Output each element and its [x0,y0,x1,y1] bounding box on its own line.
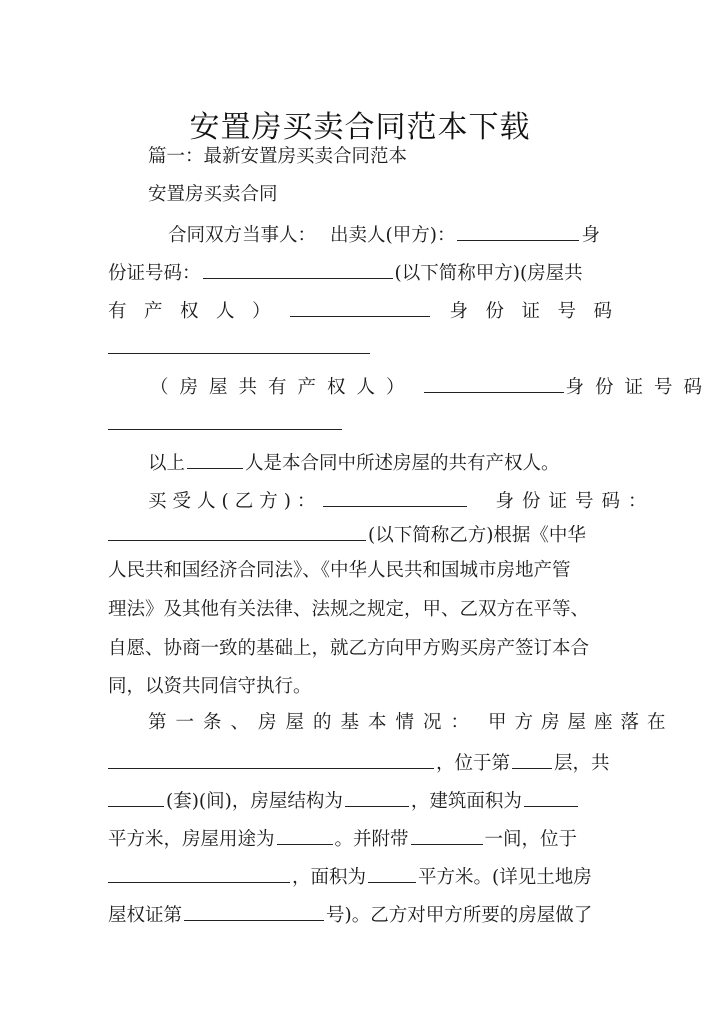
char: 码 [593,301,612,322]
text-fragment: 甲方房屋座落在 [488,712,674,733]
seller-id-blank [203,258,393,279]
buyer-line-1 [148,486,655,515]
char: 份 [485,301,504,322]
text-fragment: 屋权证第 [108,905,183,926]
id-label: 份证号码： [108,263,201,284]
attachment-area-blank [368,862,416,883]
party-line-2 [108,258,612,287]
id-label: 身份证号码 [565,377,714,398]
party-line-3 [108,296,612,325]
attachment-blank [411,824,483,845]
seller-name-blank [457,220,579,241]
law-line-3: 自愿、协商一致的基础上，就乙方向甲方购买房产签订本合 [108,638,590,659]
co-owner-line [150,372,714,401]
contract-subtitle: 安置房买卖合同 [148,184,278,205]
co-owner-name-blank [290,296,430,317]
text-fragment: ，位于第 [436,753,511,774]
co-owner2-name-blank [424,372,564,393]
text-fragment: (套)(间)，房屋结构为 [166,791,343,812]
char: ） [252,301,271,322]
co-owner-count-line [148,448,652,477]
text-fragment: 人是本合同中所述房屋的共有产权人。 [245,453,560,474]
seller-label: 出卖人(甲方)： [330,225,456,246]
buyer-name-blank [323,486,467,507]
law-line-2: 理法》及其他有关法律、法规之规定，甲、乙双方在平等、 [108,599,590,620]
text-fragment: 平方米，房屋用途为 [108,829,275,850]
attachment-location-blank [108,862,290,883]
section-heading: 篇一：最新安置房买卖合同范本 [148,146,408,167]
char: 人 [216,301,235,322]
text-fragment: 平方米。(详见土地房 [418,867,592,888]
buyer-id-blank [108,520,366,541]
text-fragment: ，建筑面积为 [410,791,522,812]
law-line-1: 人民共和国经济合同法》、《中华人民共和国城市房地产管 [108,560,571,581]
floor-blank [512,748,552,769]
text-fragment: 。并附带 [334,829,409,850]
co-owner2-id-blank [108,428,342,430]
certificate-number-blank [184,900,324,921]
text-fragment: (以下简称乙方)根据《中华 [368,525,586,546]
article-1-line-6 [108,900,612,929]
area-blank [524,786,578,807]
text-fragment: 以上 [148,453,186,474]
text-fragment: 号)。乙方对甲方所要的房屋做了 [326,905,593,926]
article-1-line-4 [108,824,612,853]
article-1-line-2 [108,748,612,777]
char: 号 [557,301,576,322]
article-1-line-5 [108,862,612,891]
document-title: 安置房买卖合同范本下载 [189,110,531,146]
buyer-label: 买受人(乙方)： [148,491,322,512]
text-fragment: 层，共 [554,753,610,774]
id-label: 身份证号码： [495,491,655,512]
usage-blank [277,824,333,845]
char: 产 [144,301,163,322]
buyer-line-2 [108,520,612,549]
article-label: 第一条、房屋的基本情况： [148,712,479,733]
char: 有 [108,301,127,322]
char: 权 [180,301,199,322]
text-fragment: (以下简称甲方)(房屋共 [394,263,583,284]
party-line-1 [168,220,612,249]
char: 身 [449,301,468,322]
party-label: 合同双方当事人： [168,225,317,246]
law-line-4: 同，以资共同信守执行。 [108,676,312,697]
co-owner-label: （房屋共有产权人） [150,377,416,398]
text-fragment: 身 [581,225,600,246]
structure-blank [345,786,409,807]
article-1-heading [148,710,674,736]
text-fragment: ，面积为 [292,867,367,888]
text-fragment: 一间，位于 [484,829,578,850]
owner-count-blank [187,448,243,469]
unit-count-blank [108,786,164,807]
co-owner-id-blank [108,352,370,354]
char: 证 [521,301,540,322]
location-blank [108,748,434,769]
article-1-line-3 [108,786,612,815]
